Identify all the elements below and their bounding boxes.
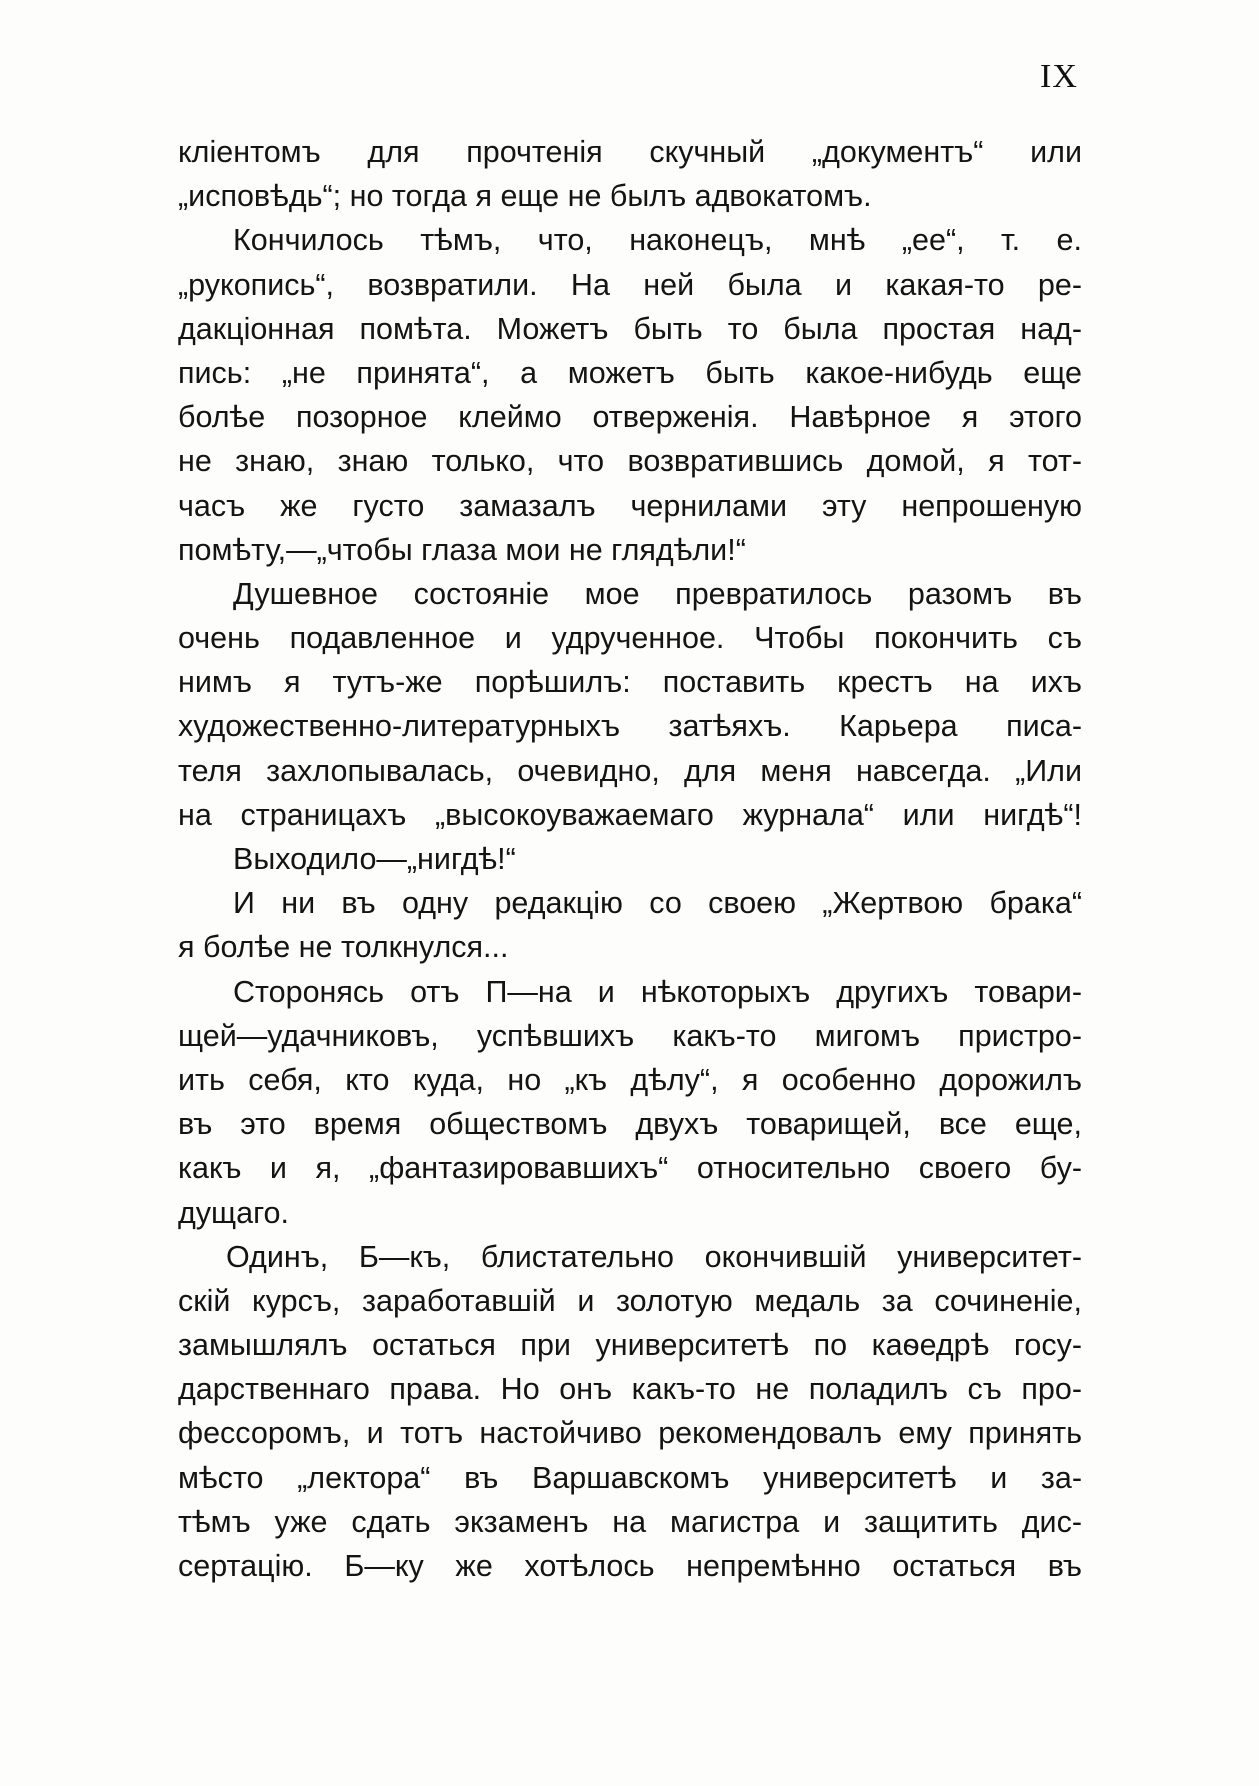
text-line: дущаго. [178,1195,289,1230]
text-line: „исповѣдь“; но тогда я еще не былъ адвокатомъ. [178,179,872,214]
text-line: помѣту,—„чтобы глаза мои не глядѣли!“ [178,532,746,567]
text-line: кліентомъ для прочтенія скучный „документъ“ или [178,135,1082,169]
text-line: болѣе позорное клеймо отверженія. Навѣрное я этого [178,400,1082,435]
page-number: IX [1040,58,1078,95]
text-line: ить себя, кто куда, но „къ дѣлу“, я особенно дорожилъ [178,1062,1082,1097]
text-line: сертацію. Б—ку же хотѣлось непремѣнно остаться въ [178,1549,1082,1583]
text-line: пись: „не принята“, а можетъ быть какое-нибудь еще [178,355,1082,390]
text-line: нимъ я тутъ-же порѣшилъ: поставить крестъ на ихъ [178,665,1082,700]
paragraph-start-line: Сторонясь отъ П—на и нѣкоторыхъ другихъ товари- [233,974,1082,1009]
body-text [178,130,1082,1588]
text-line: дакціонная помѣта. Можетъ быть то была простая над- [178,311,1082,346]
text-line: „рукопись“, возвратили. На ней была и какая-то ре- [178,267,1082,302]
text-line: мѣсто „лектора“ въ Варшавскомъ университетѣ и за- [178,1460,1082,1495]
paragraph-start-line: Выходило—„нигдѣ!“ [233,842,516,876]
text-line: какъ и я, „фантазировавшихъ“ относительно своего бу- [178,1151,1082,1186]
text-line: фессоромъ, и тотъ настойчиво рекомендовалъ ему принять [178,1416,1082,1451]
text-line: я болѣе не толкнулся... [178,930,509,965]
paragraph-start-line: Душевное состояніе мое превратилось разомъ въ [233,576,1082,611]
text-line: замышлялъ остаться при университетѣ по каѳедрѣ госу- [178,1328,1082,1363]
text-line: дарственнаго права. Но онъ какъ-то не поладилъ съ про- [178,1372,1082,1407]
paragraph-start-line: Одинъ, Б—къ, блистательно окончившій университет- [226,1239,1082,1274]
text-line: тѣмъ уже сдать экзаменъ на магистра и защитить дис- [178,1504,1082,1539]
text-line: художественно-литературныхъ затѣяхъ. Карьера писа- [178,709,1082,744]
text-line: теля захлопывалась, очевидно, для меня навсегда. „Или [178,753,1082,788]
paragraph-start-line: Кончилось тѣмъ, что, наконецъ, мнѣ „ее“, т. е. [233,223,1082,258]
text-line: не знаю, знаю только, что возвратившись домой, я тот- [178,444,1082,479]
text-line: щей—удачниковъ, успѣвшихъ какъ-то мигомъ пристро- [178,1018,1082,1053]
text-line: часъ же густо замазалъ чернилами эту непрошеную [178,488,1082,523]
text-line: въ это время обществомъ двухъ товарищей, все еще, [178,1107,1082,1142]
text-line: очень подавленное и удрученное. Чтобы покончить съ [178,621,1082,656]
paragraph-start-line: И ни въ одну редакцію со своею „Жертвою брака“ [233,886,1082,921]
text-line: на страницахъ „высокоуважаемаго журнала“ или нигдѣ“! [178,797,1082,832]
text-line: скій курсъ, заработавшій и золотую медаль за сочиненіе, [178,1283,1082,1318]
